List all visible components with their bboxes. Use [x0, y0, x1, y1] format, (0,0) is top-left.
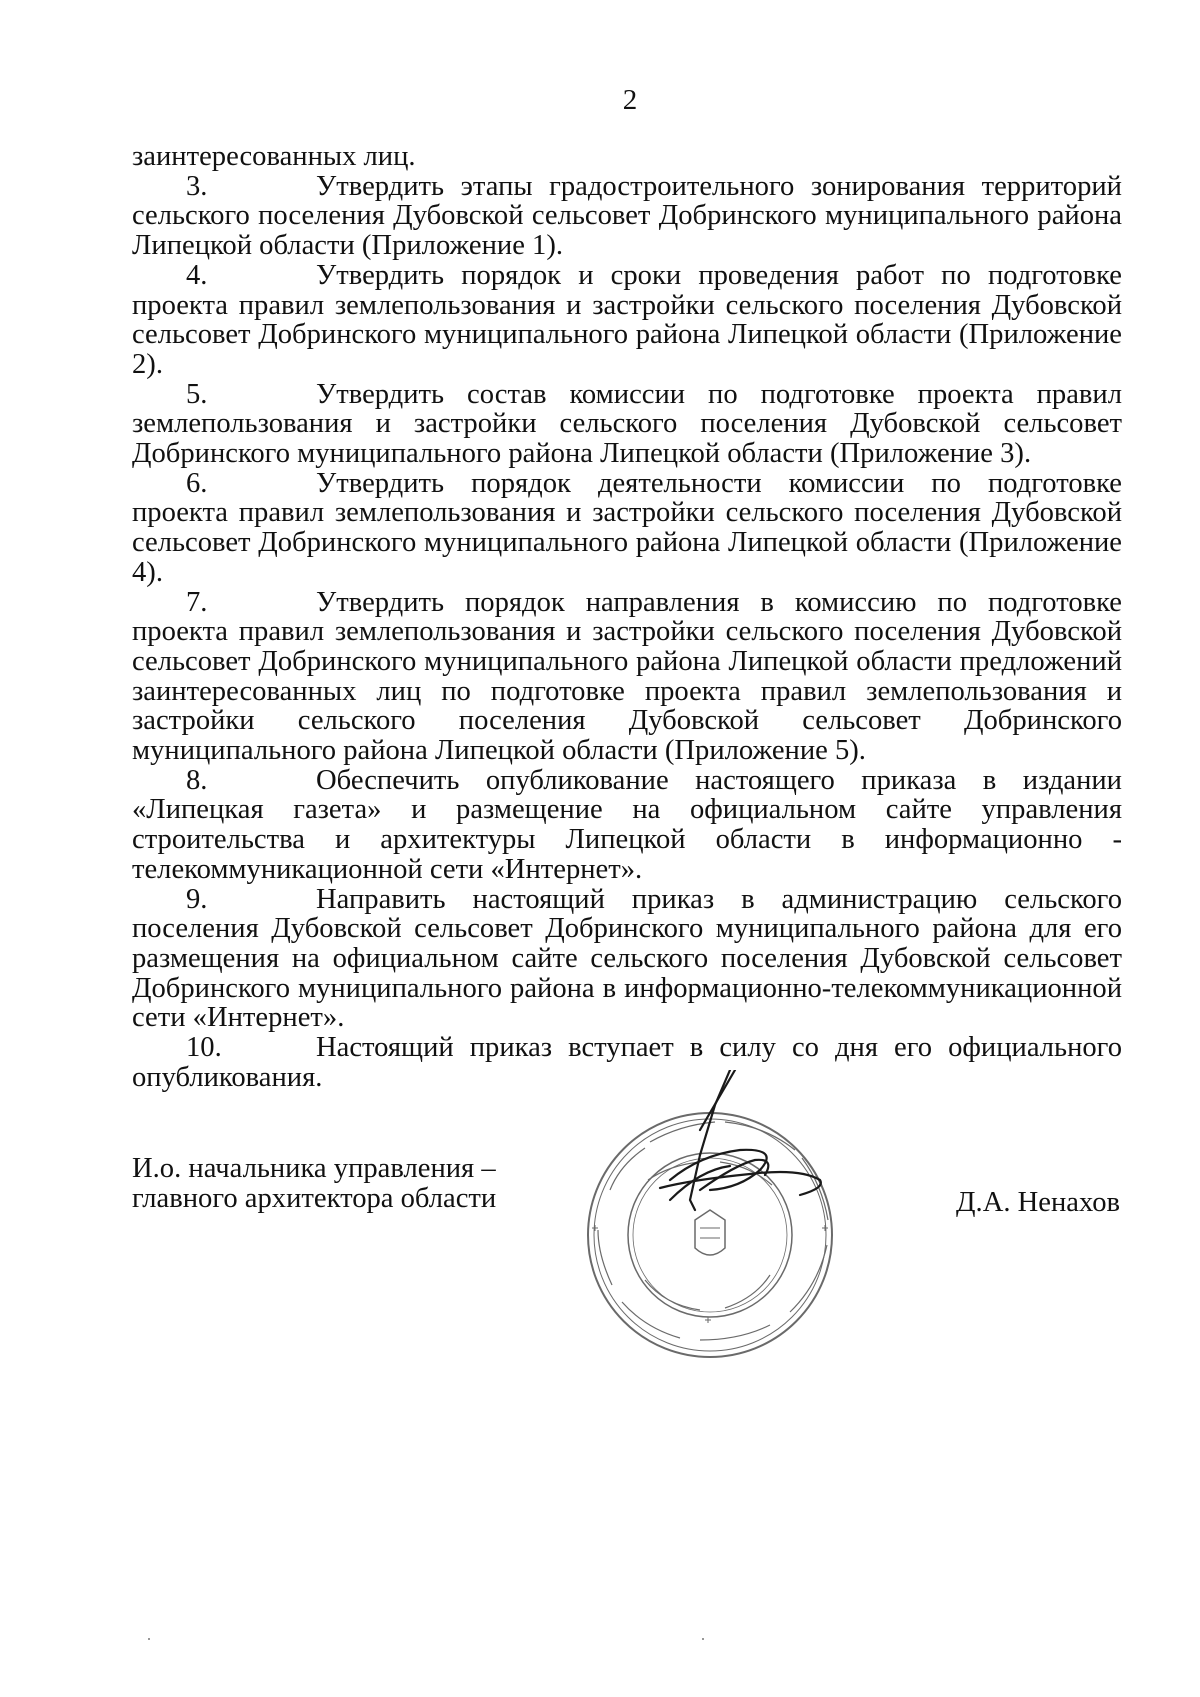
paragraph-text: Утвердить порядок направления в комиссию по подготовке проекта правил землепользования и застройки сельского поселения Дубовской сельсовет Добринского муниципального района Липецкой области предложений заинтересованных лиц по подготовке проекта правил землепользования и застройки сельского поселения Дубовской сельсовет Добринского муниципального района Липецкой области (Приложение 5).: [132, 586, 1122, 767]
paragraph-text: Утвердить порядок и сроки проведения работ по подготовке проекта правил землепользования и застройки сельского поселения Дубовской сельсовет Добринского муниципального района Липецкой области (Приложение 2).: [132, 259, 1122, 380]
paragraph-text: Настоящий приказ вступает в силу со дня его официального опубликования.: [132, 1032, 1122, 1093]
paragraph-number: 4.: [186, 259, 208, 291]
paragraph-text: Направить настоящий приказ в администрацию сельского поселения Дубовской сельсовет Добринского муниципального района для его размещения на официальном сайте сельского поселения Дубовской сельсовет Добринского муниципального района в информационно-телекоммуникационной сети «Интернет».: [132, 883, 1122, 1034]
paragraph-9: [132, 885, 1122, 1034]
body-text: [132, 142, 1122, 1093]
paragraph-number: 8.: [186, 764, 208, 796]
paragraph-number: 6.: [186, 467, 208, 499]
paragraph-continuation: [132, 142, 1122, 172]
paragraph-8: [132, 766, 1122, 885]
stamp-seal-icon: [588, 1113, 832, 1357]
paragraph-6: [132, 469, 1122, 588]
signatory-name: Д.А. Ненахов: [956, 1187, 1120, 1218]
position-line-2: главного архитектора области: [132, 1182, 497, 1214]
paragraph-4: [132, 261, 1122, 380]
signatory-position: [132, 1154, 552, 1213]
position-line-1: И.о. начальника управления –: [132, 1153, 496, 1184]
paragraph-5: [132, 380, 1122, 469]
scan-speck: [702, 1638, 704, 1640]
paragraph-text: Обеспечить опубликование настоящего приказа в издании «Липецкая газета» и размещение на официальном сайте управления строительства и архитектуры Липецкой области в информационно - телекоммуникационной сети «Интернет».: [132, 764, 1122, 885]
paragraph-text: заинтересованных лиц.: [132, 141, 416, 172]
paragraph-text: Утвердить порядок деятельности комиссии по подготовке проекта правил землепользования и застройки сельского поселения Дубовской сельсовет Добринского муниципального района Липецкой области (Приложение 4).: [132, 467, 1122, 588]
paragraph-text: Утвердить состав комиссии по подготовке проекта правил землепользования и застройки сельского поселения Дубовской сельсовет Добринского муниципального района Липецкой области (Приложение 3).: [132, 378, 1122, 470]
page-number: 2: [622, 84, 638, 116]
paragraph-number: 7.: [186, 586, 208, 618]
paragraph-text: Утвердить этапы градостроительного зонирования территорий сельского поселения Дубовской сельсовет Добринского муниципального района Липецкой области (Приложение 1).: [132, 170, 1122, 262]
handwritten-signature-icon: [660, 1070, 821, 1210]
paragraph-number: 5.: [186, 378, 208, 410]
paragraph-7: [132, 588, 1122, 766]
paragraph-3: [132, 172, 1122, 261]
scan-speck: [148, 1638, 150, 1640]
paragraph-number: 9.: [186, 883, 208, 915]
official-stamp-and-signature: [550, 1070, 930, 1370]
paragraph-number: 3.: [186, 170, 208, 202]
paragraph-number: 10.: [186, 1032, 222, 1064]
